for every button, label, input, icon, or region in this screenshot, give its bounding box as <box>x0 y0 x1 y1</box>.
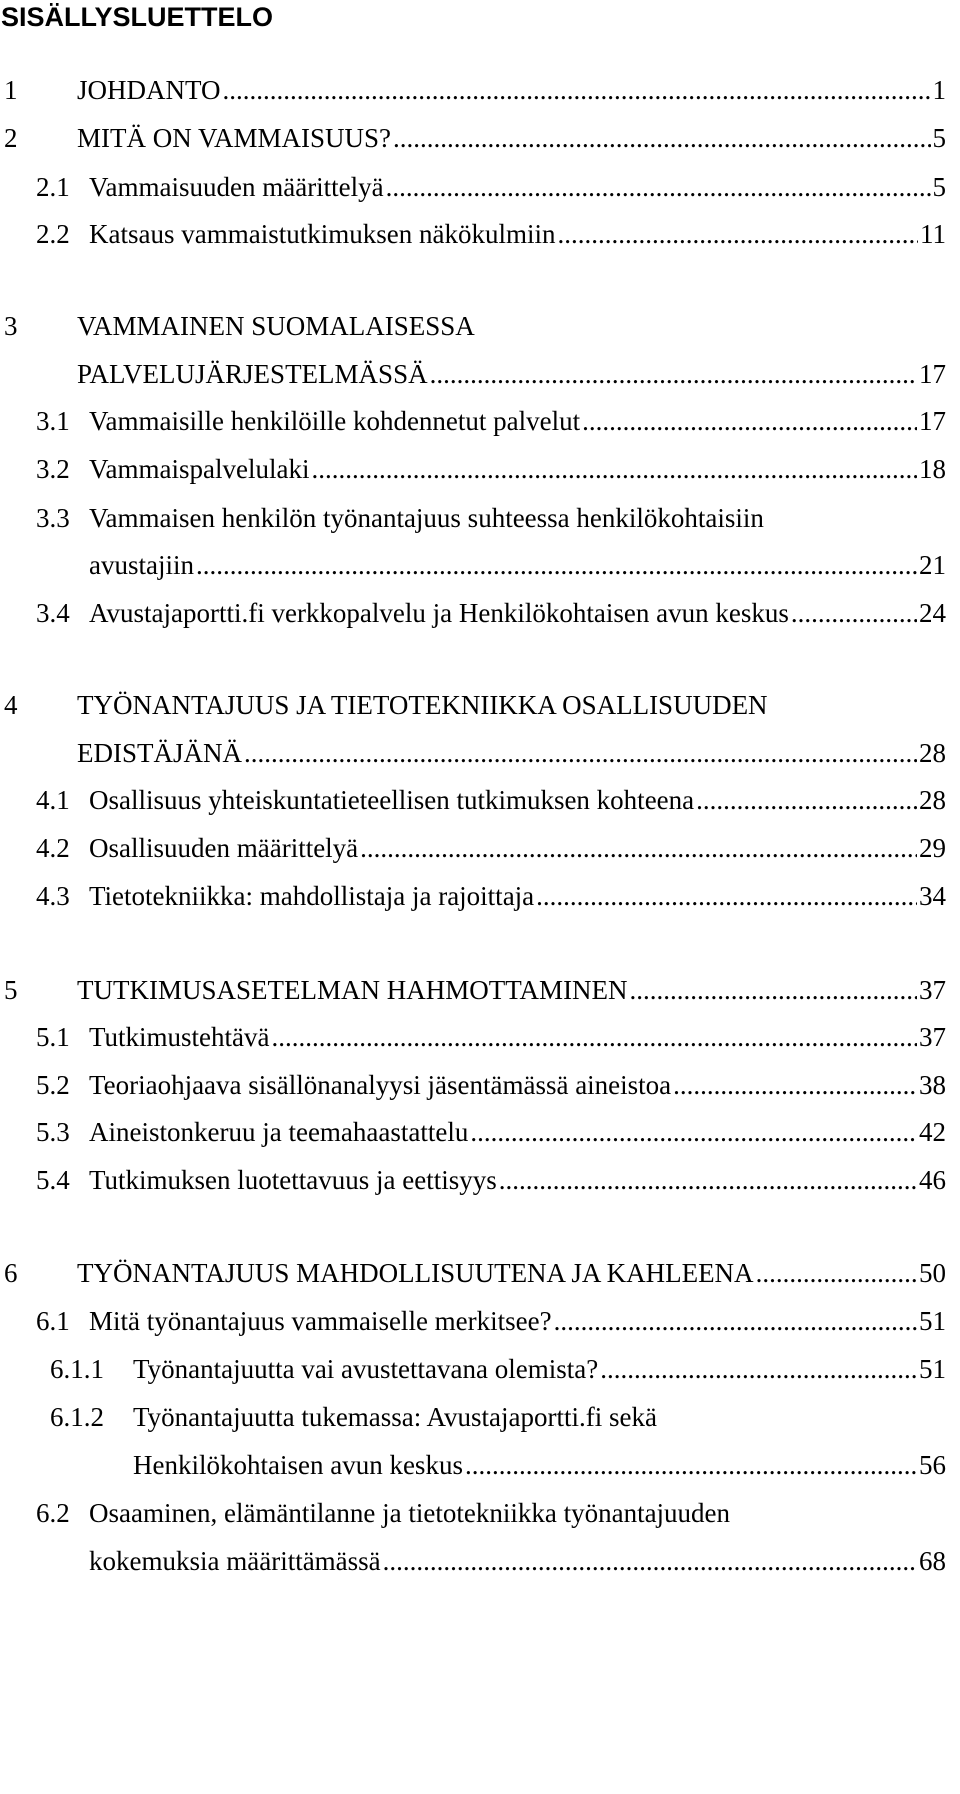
toc-page: 34 <box>919 881 946 911</box>
toc-text: Avustajaportti.fi verkkopalvelu ja Henkilökohtaisen avun keskus <box>89 598 789 628</box>
toc-entry[interactable] <box>0 1301 946 1341</box>
toc-entry[interactable] <box>0 1017 946 1057</box>
toc-leader <box>470 1112 917 1152</box>
toc-leader <box>673 1065 917 1105</box>
toc-number: 5 <box>4 975 18 1005</box>
toc-entry[interactable] <box>0 1112 946 1152</box>
toc-entry[interactable] <box>0 498 946 538</box>
toc-leader <box>272 1017 917 1057</box>
toc-number: 6.1 <box>36 1306 70 1336</box>
toc-text: Aineistonkeruu ja teemahaastattelu <box>89 1117 469 1147</box>
toc-number: 4 <box>4 690 18 720</box>
toc-text: Vammaispalvelulaki <box>89 454 310 484</box>
toc-text: Tutkimuksen luotettavuus ja eettisyys <box>89 1165 497 1195</box>
toc-page: 11 <box>920 219 946 249</box>
toc-text: Tietotekniikka: mahdollistaja ja rajoittaja <box>89 881 535 911</box>
toc-text: MITÄ ON VAMMAISUUS? <box>77 123 392 153</box>
toc-text: Teoriaohjaava sisällönanalyysi jäsentämässä aineistoa <box>89 1070 672 1100</box>
toc-number: 4.1 <box>36 785 70 815</box>
toc-page: 51 <box>919 1306 946 1336</box>
toc-text: Osallisuus yhteiskuntatieteellisen tutkimuksen kohteena <box>89 785 695 815</box>
toc-leader <box>383 1541 917 1581</box>
toc-entry[interactable] <box>0 214 946 254</box>
toc-leader <box>244 733 917 773</box>
toc-number: 5.3 <box>36 1117 70 1147</box>
toc-entry[interactable] <box>0 167 946 207</box>
toc-text: Osallisuuden määrittelyä <box>89 833 359 863</box>
toc-leader <box>536 876 917 916</box>
toc-text: EDISTÄJÄNÄ <box>77 738 242 768</box>
toc-number: 6.1.2 <box>50 1402 104 1432</box>
toc-leader <box>223 70 931 110</box>
toc-page: 68 <box>919 1546 946 1576</box>
toc-entry[interactable] <box>0 1253 946 1293</box>
toc-page: 17 <box>919 406 946 436</box>
toc-number: 2 <box>4 123 18 153</box>
toc-entry[interactable] <box>0 685 946 725</box>
toc-text: Osaaminen, elämäntilanne ja tietotekniikka työnantajuuden <box>89 1498 731 1528</box>
toc-text: Mitä työnantajuus vammaiselle merkitsee? <box>89 1306 552 1336</box>
toc-page: 17 <box>919 359 946 389</box>
toc-number: 1 <box>4 75 18 105</box>
toc-page: 18 <box>919 454 946 484</box>
toc-entry[interactable] <box>0 828 946 868</box>
toc-leader <box>582 401 917 441</box>
toc-page: 24 <box>919 598 946 628</box>
toc-entry[interactable] <box>0 70 946 110</box>
toc-entry[interactable] <box>0 1397 946 1437</box>
toc-text: Henkilökohtaisen avun keskus <box>133 1450 463 1480</box>
toc-text: Vammaisille henkilöille kohdennetut palvelut <box>89 406 581 436</box>
toc-entry[interactable] <box>0 306 946 346</box>
toc-number: 5.1 <box>36 1022 70 1052</box>
toc-entry[interactable] <box>0 1065 946 1105</box>
toc-leader <box>196 545 917 585</box>
toc-leader <box>465 1445 917 1485</box>
toc-text: Vammaisuuden määrittelyä <box>89 172 384 202</box>
toc-text: Tutkimustehtävä <box>89 1022 270 1052</box>
toc-leader <box>630 970 917 1010</box>
toc-page: 37 <box>919 975 946 1005</box>
toc-entry[interactable] <box>0 780 946 820</box>
toc-entry[interactable] <box>0 401 946 441</box>
toc-entry-continuation[interactable] <box>0 733 946 773</box>
toc-title: SISÄLLYSLUETTELO <box>1 2 274 32</box>
toc-text: JOHDANTO <box>77 75 221 105</box>
toc-page: 38 <box>919 1070 946 1100</box>
toc-entry[interactable] <box>0 449 946 489</box>
toc-leader <box>311 449 917 489</box>
toc-number: 4.2 <box>36 833 70 863</box>
toc-number: 6 <box>4 1258 18 1288</box>
toc-text: TYÖNANTAJUUS JA TIETOTEKNIIKKA OSALLISUUDEN <box>77 690 768 720</box>
toc-leader <box>386 167 931 207</box>
toc-text: TUTKIMUSASETELMAN HAHMOTTAMINEN <box>77 975 628 1005</box>
toc-entry[interactable] <box>0 876 946 916</box>
toc-page: 5 <box>932 172 946 202</box>
toc-leader <box>756 1253 917 1293</box>
toc-page: 29 <box>919 833 946 863</box>
toc-text: Vammaisen henkilön työnantajuus suhteessa henkilökohtaisiin <box>89 503 764 533</box>
toc-page: 1 <box>932 75 946 105</box>
toc-text: TYÖNANTAJUUS MAHDOLLISUUTENA JA KAHLEENA <box>77 1258 754 1288</box>
toc-page: 28 <box>919 785 946 815</box>
toc-number: 2.1 <box>36 172 70 202</box>
toc-number: 3 <box>4 311 18 341</box>
toc-entry-continuation[interactable] <box>0 545 946 585</box>
toc-leader <box>557 214 918 254</box>
toc-text: kokemuksia määrittämässä <box>89 1546 381 1576</box>
toc-text: PALVELUJÄRJESTELMÄSSÄ <box>77 359 428 389</box>
toc-number: 3.1 <box>36 406 70 436</box>
toc-number: 6.2 <box>36 1498 70 1528</box>
toc-text: VAMMAINEN SUOMALAISESSA <box>77 311 475 341</box>
toc-leader <box>696 780 917 820</box>
toc-entry[interactable] <box>0 118 946 158</box>
toc-page: 51 <box>919 1354 946 1384</box>
toc-page: 37 <box>919 1022 946 1052</box>
toc-text: Työnantajuutta tukemassa: Avustajaportti.fi sekä <box>133 1402 657 1432</box>
toc-page: 28 <box>919 738 946 768</box>
toc-number: 2.2 <box>36 219 70 249</box>
toc-number: 5.2 <box>36 1070 70 1100</box>
toc-entry-continuation[interactable] <box>0 354 946 394</box>
toc-number: 3.2 <box>36 454 70 484</box>
toc-entry[interactable] <box>0 1160 946 1200</box>
toc-page: 56 <box>919 1450 946 1480</box>
toc-number: 3.4 <box>36 598 70 628</box>
toc-leader <box>499 1160 917 1200</box>
toc-entry[interactable] <box>0 970 946 1010</box>
toc-text: Katsaus vammaistutkimuksen näkökulmiin <box>89 219 556 249</box>
toc-entry[interactable] <box>0 1349 946 1389</box>
toc-text: avustajiin <box>89 550 194 580</box>
toc-page: 50 <box>919 1258 946 1288</box>
toc-number: 3.3 <box>36 503 70 533</box>
toc-page: 46 <box>919 1165 946 1195</box>
toc-page: 21 <box>919 550 946 580</box>
toc-entry-continuation[interactable] <box>0 1445 946 1485</box>
toc-entry[interactable] <box>0 1493 946 1533</box>
toc-entry[interactable] <box>0 593 946 633</box>
toc-number: 6.1.1 <box>50 1354 104 1384</box>
toc-page: 5 <box>932 123 946 153</box>
toc-page: 42 <box>919 1117 946 1147</box>
toc-leader <box>791 593 917 633</box>
toc-leader <box>554 1301 917 1341</box>
toc-text: Työnantajuutta vai avustettavana olemista? <box>133 1354 599 1384</box>
toc-leader <box>600 1349 917 1389</box>
toc-leader <box>393 118 930 158</box>
toc-entry-continuation[interactable] <box>0 1541 946 1581</box>
toc-number: 5.4 <box>36 1165 70 1195</box>
toc-leader <box>360 828 917 868</box>
toc-leader <box>430 354 917 394</box>
toc-number: 4.3 <box>36 881 70 911</box>
